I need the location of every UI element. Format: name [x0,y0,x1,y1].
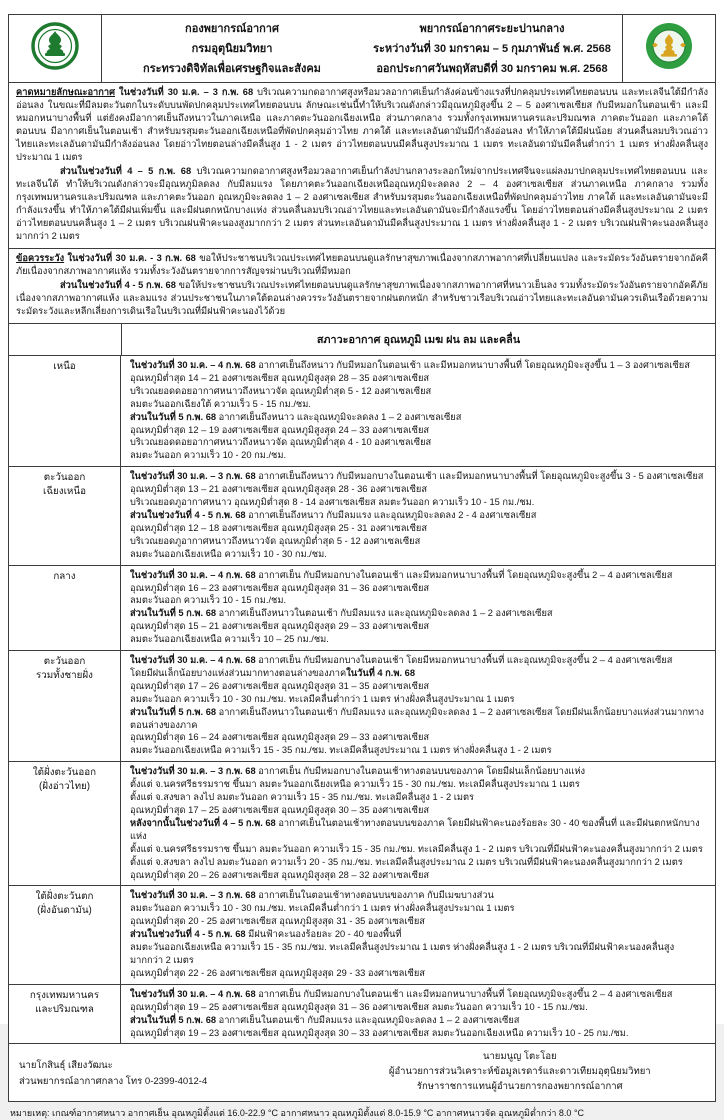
region-name-line: ใต้ฝั่งตะวันตก [35,891,94,903]
region-name-cell [9,356,121,466]
temperature-criteria-note: หมายเหตุ: เกณฑ์อากาศหนาว อากาศเย็น อุณหภูมิตั้งแต่ 16.0-22.9 °C อากาศหนาว อุณหภูมิตั้งแต่ 8.0-15.9 °C อากาศหนาวจัด อุณหภูมิต่ำกว่า 8.0 °C [10,1108,585,1119]
region-name-cell [9,651,121,761]
region-forecast-cell [121,566,715,650]
forecast-line: อุณหภูมิต่ำสุด 16 – 24 องศาเซลเซียส อุณหภูมิสูงสุด 29 – 33 องศาเซลเซียส [130,732,430,743]
forecast-line: ลมตะวันออกเฉียงใต้ ความเร็ว 5 - 15 กม./ชม. [130,398,311,409]
department-line-3: กระทรวงดิจิทัลเพื่อเศรษฐกิจและสังคม [143,63,321,75]
ministry-seal-icon [644,21,694,76]
forecast-line: ตั้งแต่ จ.สงขลา ลงไป ลมตะวันออก ความเร็ว 20 - 35 กม./ชม. ทะเลมีคลื่นสูงประมาณ 2 เมตร บริเวณที่มีฝนฟ้าคะนองคลื่นสูงมากกว่า 2 เมตร [130,856,683,867]
forecast-line: อุณหภูมิต่ำสุด 20 - 25 องศาเซลเซียส อุณหภูมิสูงสุด 31 - 35 องศาเซลเซียส [130,916,425,927]
table-header-empty-cell [9,324,122,355]
forecast-line: อุณหภูมิต่ำสุด 22 - 26 องศาเซลเซียส อุณหภูมิสูงสุด 29 - 33 องศาเซลเซียส [130,967,425,978]
forecast-paragraph: ส่วนในช่วงวันที่ 4 – 5 ก.พ. 68 บริเวณความกดอากาศสูงหรือมวลอากาศเย็นกำลังปานกลางระลอกใหม่จากประเทศจีนจะแผ่ลงมาปกคลุมประเทศไทยตอนบน และทะเลจีนใต้ ทำให้บริเวณดังกล่าวจะมีอุณหภูมิลดลง กับมีลมแรง โดยภาคตะวันออกเฉียงเหนืออุณหภูมิจะลดลง 2 – 4 องศาเซลเซียส ส่วนภาคเหนือ ภาคกลาง รวมทั้งกรุงเทพมหานครและปริมณฑล และภาคตะวันออก อุณหภูมิจะลดลง 1 – 2 องศาเซลเซียส สำหรับมรสุมตะวันออกเฉียงเหนือที่พัดปกคลุมอ่าวไทย ภาคใต้ และทะเลอันดามันจะมีกำลังแรงขึ้น ทำให้ภาคใต้มีฝนเพิ่มขึ้น และมีฝนตกหนักบางแห่ง ส่วนคลื่นลมบริเวณอ่าวไทยและทะเลอันดามันจะมีกำลังแรงขึ้น โดยอ่าวไทยตอนล่างมีคลื่นสูงประมาณ 2 เมตร อ่าวไทยตอนบนคลื่นสูง 1 – 2 เมตร บริเวณฝนฟ้าคะนองสูงมากกว่า 2 เมตร ส่วนทะเลอันดามันมีคลื่นสูงประมาณ 1 เมตร ห่างฝั่งคลื่นสูง 1 - 2 เมตร บริเวณฝนฟ้าคะนองคลื่นสูงมากกว่า 2 เมตร [16,166,708,241]
forecast-line: อุณหภูมิต่ำสุด 15 – 21 องศาเซลเซียส อุณหภูมิสูงสุด 29 – 33 องศาเซลเซียส [130,621,430,632]
department-line-1: กองพยากรณ์อากาศ [185,23,279,35]
forecast-line: ลมตะวันออกเฉียงเหนือ ความเร็ว 15 - 35 กม./ชม. ทะเลมีคลื่นสูงประมาณ 1 เมตร ห่างฝั่งคลื่นสูง 1 - 2 เมตร [130,745,552,756]
region-name-cell [9,886,121,983]
forecast-line: บริเวณยอดดอยอากาศหนาวถึงหนาวจัด อุณหภูมิต่ำสุด 5 - 12 องศาเซลเซียส [130,385,432,396]
table-section-header [9,324,715,356]
contact-block [19,1049,335,1094]
forecast-line: หลังจากนั้นในช่วงวันที่ 4 – 5 ก.พ. 68 อากาศเย็นในตอนเช้าทางตอนบนของภาค โดยมีฝนฟ้าคะนองร้อยละ 30 - 40 ของพื้นที่ และมีฝนตกหนักบางแห่ง [130,817,700,841]
region-row [9,985,715,1044]
region-row [9,886,715,984]
forecast-line: ส่วนในช่วงวันที่ 4 - 5 ก.พ. 68 มีฝนฟ้าคะนองร้อยละ 20 - 40 ของพื้นที่ [130,929,402,940]
forecast-table-body [9,356,715,1043]
forecast-line: ลมตะวันออกเฉียงเหนือ ความเร็ว 15 - 35 กม./ชม. ทะเลมีคลื่นสูงประมาณ 1 เมตร ห่างฝั่งคลื่นสูง 1 - 2 เมตร บริเวณที่มีฝนฟ้าคะนองคลื่นสูงมากกว่า 2 เมตร [130,942,675,965]
forecast-line: ในช่วงวันที่ 30 ม.ค. – 3 ก.พ. 68 อากาศเย็น กับมีหมอกบางในตอนเช้าทางตอนบนของภาค โดยมีฝนเล็กน้อยบางแห่ง [130,766,586,777]
forecast-line: ส่วนในวันที่ 5 ก.พ. 68 อากาศเย็นถึงหนาว และอุณหภูมิจะลดลง 1 – 2 องศาเซลเซียส [130,411,462,422]
region-row [9,356,715,467]
department-title-block [102,15,362,82]
forecast-line: ลมตะวันออก ความเร็ว 10 - 30 กม./ชม. ทะเลมีคลื่นต่ำกว่า 1 เมตร ห่างฝั่งคลื่นสูงประมาณ 1 เมตร [130,903,515,914]
forecast-line: ส่วนในช่วงวันที่ 4 - 5 ก.พ. 68 อากาศเย็นถึงหนาว กับมีลมแรง และอุณหภูมิจะลดลง 2 - 4 องศาเซลเซียส [130,509,537,520]
forecast-line: อุณหภูมิต่ำสุด 17 – 26 องศาเซลเซียส อุณหภูมิสูงสุด 31 – 35 องศาเซลเซียส [130,680,430,691]
region-name-line: ตะวันออก [43,656,86,668]
region-row [9,651,715,762]
outlook-section [9,83,715,249]
region-name-line: ตะวันออก [43,472,86,484]
region-row [9,566,715,651]
region-forecast-cell [121,356,715,466]
approver-title-2: รักษาราชการแทนผู้อำนวยการกองพยากรณ์อากาศ [416,1081,623,1093]
forecast-paragraph: ส่วนในช่วงวันที่ 4 - 5 ก.พ. 68 ขอให้ประชาชนบริเวณประเทศไทยตอนบนดูแลรักษาสุขภาพเนื่องจากสภาพอากาศที่หนาวเย็นลง รวมทั้งระมัดระวังอันตรายจากอัคคีภัยเนื่องจากสภาพอากาศแห้ง และลมแรง ส่วนประชาชนในภาคใต้ตอนล่างควรระวังอันตรายจากฝนตกหนัก สำหรับชาวเรือบริเวณอ่าวไทยและทะเลอันดามันควรเดินเรือด้วยความระมัดระวังและหลีกเลี่ยงการเดินเรือในบริเวณที่มีฝนฟ้าคะนองไว้ด้วย [16,280,708,316]
forecast-line: อุณหภูมิต่ำสุด 20 – 26 องศาเซลเซียส อุณหภูมิสูงสุด 28 – 32 องศาเซลเซียส [130,869,430,880]
forecast-line: อุณหภูมิต่ำสุด 16 – 23 องศาเซลเซียส อุณหภูมิสูงสุด 31 – 36 องศาเซลเซียส [130,582,430,593]
forecast-line: ลมตะวันออก ความเร็ว 10 - 20 กม./ชม. [130,450,287,461]
region-row [9,762,715,886]
forecast-line: อุณหภูมิต่ำสุด 19 – 25 องศาเซลเซียส อุณหภูมิสูงสุด 31 – 36 องศาเซลเซียส ลมตะวันออก ความเร็ว 10 - 15 กม./ชม. [130,1001,588,1012]
region-name-line: เหนือ [53,361,76,372]
forecast-line: อุณหภูมิต่ำสุด 19 – 23 องศาเซลเซียส อุณหภูมิสูงสุด 30 – 33 องศาเซลเซียส ลมตะวันออกเฉียงเหนือ ความเร็ว 10 - 25 กม./ชม. [130,1027,629,1038]
forecast-line: อุณหภูมิต่ำสุด 13 – 21 องศาเซลเซียส อุณหภูมิสูงสุด 28 - 36 องศาเซลเซียส [130,484,428,495]
forecast-line: ในช่วงวันที่ 30 ม.ค. – 4 ก.พ. 68 อากาศเย็นถึงหนาว กับมีหมอกในตอนเช้า และมีหมอกหนาบางพื้นที่ โดยอุณหภูมิจะสูงขึ้น 1 – 3 องศาเซลเซียส [130,360,690,370]
forecast-line: โดยมีฝนเล็กน้อยบางแห่งส่วนมากทางตอนล่างของภาคในวันที่ 4 ก.พ. 68 [130,667,416,678]
forecast-paragraph: ข้อควรระวัง ในช่วงวันที่ 30 ม.ค. - 3 ก.พ. 68 ขอให้ประชาชนบริเวณประเทศไทยตอนบนดูแลรักษาสุขภาพเนื่องจากสภาพอากาศที่เปลี่ยนแปลง และระมัดระวังอันตรายจากอัคคีภัยเนื่องจากสภาพอากาศแห้ง รวมทั้งระวังอันตรายจากการสัญจรผ่านบริเวณที่มีหมอก [16,253,709,276]
region-forecast-cell [121,467,715,564]
forecast-line: ในช่วงวันที่ 30 ม.ค. – 4 ก.พ. 68 อากาศเย็น กับมีหมอกบางในตอนเช้า โดยมีหมอกหนาบางพื้นที่ และอุณหภูมิจะสูงขึ้น 2 – 4 องศาเซลเซียส [130,655,673,666]
region-name-line: ใต้ฝั่งตะวันออก [32,767,97,779]
forecast-line: ลมตะวันออก ความเร็ว 10 - 15 กม./ชม. [130,595,287,606]
region-name-cell [9,467,121,564]
forecast-office-phone: ส่วนพยากรณ์อากาศกลาง โทร 0-2399-4012-4 [19,1076,208,1088]
forecast-period: ระหว่างวันที่ 30 มกราคม – 5 กุมภาพันธ์ พ.ศ. 2568 [373,43,611,55]
forecast-line: อุณหภูมิต่ำสุด 17 – 25 องศาเซลเซียส อุณหภูมิสูงสุด 30 – 35 องศาเซลเซียส [130,805,430,815]
forecast-line: ส่วนในวันที่ 5 ก.พ. 68 อากาศเย็นในตอนเช้า กับมีลมแรง และอุณหภูมิจะลดลง 1 – 2 องศาเซลเซียส [130,1014,520,1025]
forecast-line: ตั้งแต่ จ.สงขลา ลงไป ลมตะวันออก ความเร็ว 15 - 35 กม./ชม. ทะเลมีคลื่นสูง 1 - 2 เมตร [130,792,475,803]
region-name-line: (ฝั่งอันดามัน) [37,905,92,917]
ministry-logo-cell [622,15,715,82]
forecast-line: ในช่วงวันที่ 30 ม.ค. – 3 ก.พ. 68 อากาศเย็นในตอนเช้าทางตอนบนของภาค กับมีเมฆบางส่วน [130,890,494,901]
forecast-line: อุณหภูมิต่ำสุด 12 – 19 องศาเซลเซียส อุณหภูมิสูงสุด 24 – 33 องศาเซลเซียส [130,424,430,435]
region-name-line: กรุงเทพมหานคร [29,989,100,1001]
forecast-line: ส่วนในวันที่ 5 ก.พ. 68 อากาศเย็นถึงหนาวในตอนเช้า กับมีลมแรง และอุณหภูมิจะลดลง 1 – 2 องศาเซลเซียส [130,608,553,619]
warning-section [9,249,715,324]
region-name-cell [9,985,121,1044]
region-forecast-cell [121,985,715,1044]
forecast-line: อุณหภูมิต่ำสุด 12 – 18 องศาเซลเซียส อุณหภูมิสูงสุด 25 - 31 องศาเซลเซียส [130,522,428,533]
region-name-line: และปริมณฑล [35,1003,94,1015]
table-section-title: สภาวะอากาศ อุณหภูมิ เมฆ ฝน ลม และคลื่น [316,334,521,346]
forecast-line: ลมตะวันออกเฉียงเหนือ ความเร็ว 10 – 25 กม./ชม. [130,634,329,645]
forecast-line: อุณหภูมิต่ำสุด 14 – 21 องศาเซลเซียส อุณหภูมิสูงสุด 28 – 35 องศาเซลเซียส [130,372,430,383]
forecast-line: ส่วนในวันที่ 5 ก.พ. 68 อากาศเย็นถึงหนาวในตอนเช้า กับมีลมแรง และอุณหภูมิจะลดลง 1 – 2 องศาเซลเซียส โดยมีฝนเล็กน้อยบางแห่งส่วนมากทางตอนล่างของภาค [130,706,704,730]
forecast-line: บริเวณยอดดอยอากาศหนาวถึงหนาวจัด อุณหภูมิต่ำสุด 4 - 10 องศาเซลเซียส [130,437,432,448]
forecast-line: บริเวณยอดภูอากาศหนาวถึงหนาวจัด อุณหภูมิต่ำสุด 5 - 12 องศาเซลเซียส [130,535,421,546]
approver-title-1: ผู้อำนวยการส่วนวิเคราะห์ข้อมูลเรดาร์และดาวเทียมอุตุนิยมวิทยา [388,1066,651,1078]
region-name-line: (ฝั่งอ่าวไทย) [38,781,91,793]
approver-name: นายมนูญ โตะโอย [482,1051,557,1063]
forecast-line: ในช่วงวันที่ 30 ม.ค. – 4 ก.พ. 68 อากาศเย็น กับมีหมอกบางในตอนเช้า และมีหมอกหนาบางพื้นที่ โดยอุณหภูมิจะสูงขึ้น 2 – 4 องศาเซลเซียส [130,569,673,580]
region-row [9,467,715,565]
region-name-line: รวมทั้งชายฝั่ง [36,670,93,682]
signature-block [9,1043,715,1101]
forecast-line: ในช่วงวันที่ 30 ม.ค. – 4 ก.พ. 68 อากาศเย็น กับมีหมอกบางในตอนเช้า และมีหมอกหนาบางพื้นที่ โดยอุณหภูมิจะสูงขึ้น 2 – 4 องศาเซลเซียส [130,988,673,999]
document-border-box [8,14,716,1102]
region-name-cell [9,762,121,885]
region-name-cell [9,566,121,650]
region-name-line: เฉียงเหนือ [43,486,86,498]
forecaster-name: นายโกสินธุ์ เสียงวัฒนะ [19,1060,113,1072]
region-forecast-cell [121,762,715,885]
forecast-line: บริเวณยอดภูอากาศหนาว อุณหภูมิต่ำสุด 8 - 14 องศาเซลเซียส ลมตะวันออก ความเร็ว 10 - 15 กม./ชม. [130,497,535,508]
forecast-line: ตั้งแต่ จ.นครศรีธรรมราช ขึ้นมา ลมตะวันออกเฉียงเหนือ ความเร็ว 15 - 30 กม./ชม. ทะเลมีคลื่นสูงประมาณ 1 เมตร [130,779,580,790]
tmd-logo-cell [9,15,102,82]
issue-title-block [362,15,622,82]
forecast-line: ตั้งแต่ จ.นครศรีธรรมราช ขึ้นมา ลมตะวันออก ความเร็ว 15 - 35 กม./ชม. ทะเลมีคลื่นสูง 1 - 2 เมตร บริเวณที่มีฝนฟ้าคะนองคลื่นสูงมากกว่า 2 เมตร [130,843,703,854]
tmd-seal-icon [31,22,79,75]
department-line-2: กรมอุตุนิยมวิทยา [191,43,273,55]
region-forecast-cell [121,651,715,761]
approver-block [335,1049,705,1094]
document-header [9,15,715,83]
region-forecast-cell [121,886,715,983]
forecast-line: ในช่วงวันที่ 30 ม.ค. – 3 ก.พ. 68 อากาศเย็นถึงหนาว กับมีหมอกบางในตอนเช้า และมีหมอกหนาบางพื้นที่ โดยอุณหภูมิจะสูงขึ้น 3 - 5 องศาเซลเซียส [130,471,704,482]
forecast-paragraph: คาดหมายลักษณะอากาศ ในช่วงวันที่ 30 ม.ค. – 3 ก.พ. 68 บริเวณความกดอากาศสูงหรือมวลอากาศเย็นกำลังค่อนข้างแรงที่ปกคลุมประเทศไทยตอนบน และทะเลจีนใต้มีกำลังอ่อนลง ในขณะที่มีลมตะวันตกในระดับบนพัดปกคลุมประเทศไทยตอนบน ลักษณะเช่นนี้ทำให้บริเวณดังกล่าวมีอุณหภูมิสูงขึ้น 2 – 5 องศาเซลเซียส กับมีหมอกในตอนเช้า และมีหมอกหนาบางพื้นที่ แต่ยังคงมีอากาศเย็นถึงหนาวในภาคเหนือ และภาคตะวันออกเฉียงเหนือ ส่วนภาคกลาง รวมทั้งกรุงเทพมหานครและปริมณฑล ภาคตะวันออก และภาคใต้ตอนบน มีอากาศเย็นในตอนเช้า สำหรับมรสุมตะวันออกเฉียงเหนือที่พัดปกคลุมอ่าวไทย ภาคใต้ และทะเลอันดามันมีกำลังอ่อนลง ทำให้ภาคใต้มีฝนน้อย ส่วนคลื่นลมบริเวณอ่าวไทยและทะเลอันดามันมีกำลังอ่อนลง โดยอ่าวไทยตอนล่างมีคลื่นสูง 1 - 2 เมตร อ่าวไทยตอนบนมีคลื่นสูงประมาณ 1 เมตร ทะเลอันดามันมีคลื่นต่ำกว่า 1 เมตร ห่างฝั่งคลื่นสูงประมาณ 1 เมตร [16,87,709,162]
issue-date: ออกประกาศวันพฤหัสบดีที่ 30 มกราคม พ.ศ. 2568 [376,63,608,75]
region-name-line: กลาง [53,570,76,582]
forecast-line: ลมตะวันออก ความเร็ว 10 - 30 กม./ชม. ทะเลมีคลื่นต่ำกว่า 1 เมตร ห่างฝั่งคลื่นสูงประมาณ 1 เมตร [130,693,515,704]
forecast-title: พยากรณ์อากาศระยะปานกลาง [419,23,565,35]
forecast-line: ลมตะวันออกเฉียงเหนือ ความเร็ว 10 - 30 กม./ชม. [130,548,327,559]
